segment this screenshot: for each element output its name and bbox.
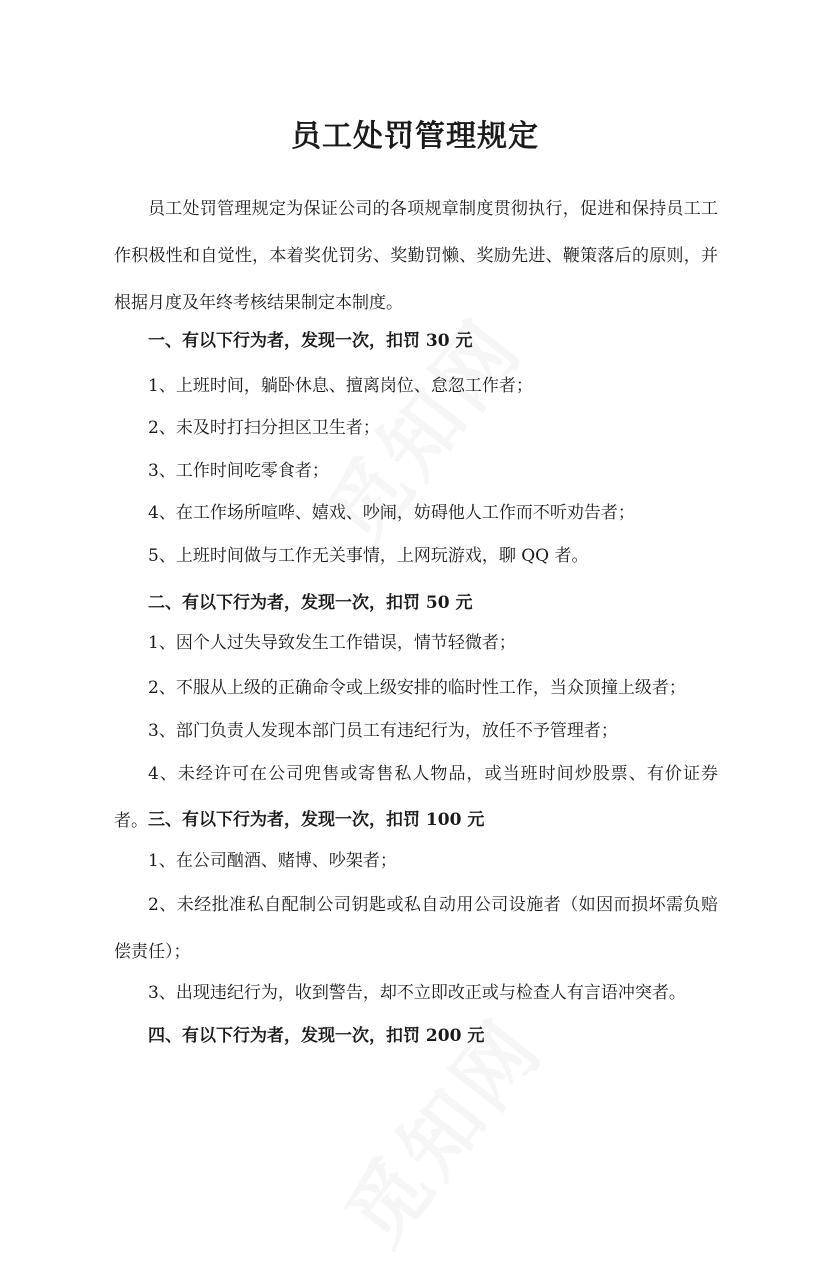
intro-paragraph: 员工处罚管理规定为保证公司的各项规章制度贯彻执行，促进和保持员工工作积极性和自觉性，本着奖优罚劣、奖勤罚懒、奖励先进、鞭策落后的原则，并根据月度及年终考核结果制定本制度。 [114,199,718,314]
page-title: 员工处罚管理规定 [291,119,539,154]
list-item: 2、未及时打扫分担区卫生者； [148,418,380,438]
list-item: 2、未经批准私自配制公司钥匙或私自动用公司设施者（如因而损坏需负赔偿责任）； [114,895,718,963]
section-heading-4: 四、有以下行为者，发现一次，扣罚 200 元 [148,1026,485,1046]
list-item: 3、部门负责人发现本部门员工有违纪行为，放任不予管理者； [148,721,618,741]
list-item: 5、上班时间做与工作无关事情，上网玩游戏，聊 QQ 者。 [148,546,589,566]
list-item: 1、因个人过失导致发生工作错误，情节轻微者； [148,633,516,653]
section-heading-2: 二、有以下行为者，发现一次，扣罚 50 元 [148,593,473,613]
list-item: 3、工作时间吃零食者； [148,461,329,481]
section-heading-1: 一、有以下行为者，发现一次，扣罚 30 元 [148,331,473,351]
list-item: 1、上班时间，躺卧休息、擅离岗位、怠忽工作者； [148,376,533,396]
list-item: 2、不服从上级的正确命令或上级安排的临时性工作，当众顶撞上级者； [148,678,686,698]
list-item: 4、在工作场所喧哗、嬉戏、吵闹，妨碍他人工作而不听劝告者； [148,503,635,523]
list-item: 3、出现违纪行为，收到警告，却不立即改正或与检查人有言语冲突者。 [148,983,686,1003]
list-item: 1、在公司酗酒、赌博、吵架者； [148,851,397,871]
section-heading-3: 三、有以下行为者，发现一次，扣罚 100 元 [148,810,485,830]
list-item: 4、未经许可在公司兜售或寄售私人物品，或当班时间炒股票、有价证券者。 [114,764,718,832]
